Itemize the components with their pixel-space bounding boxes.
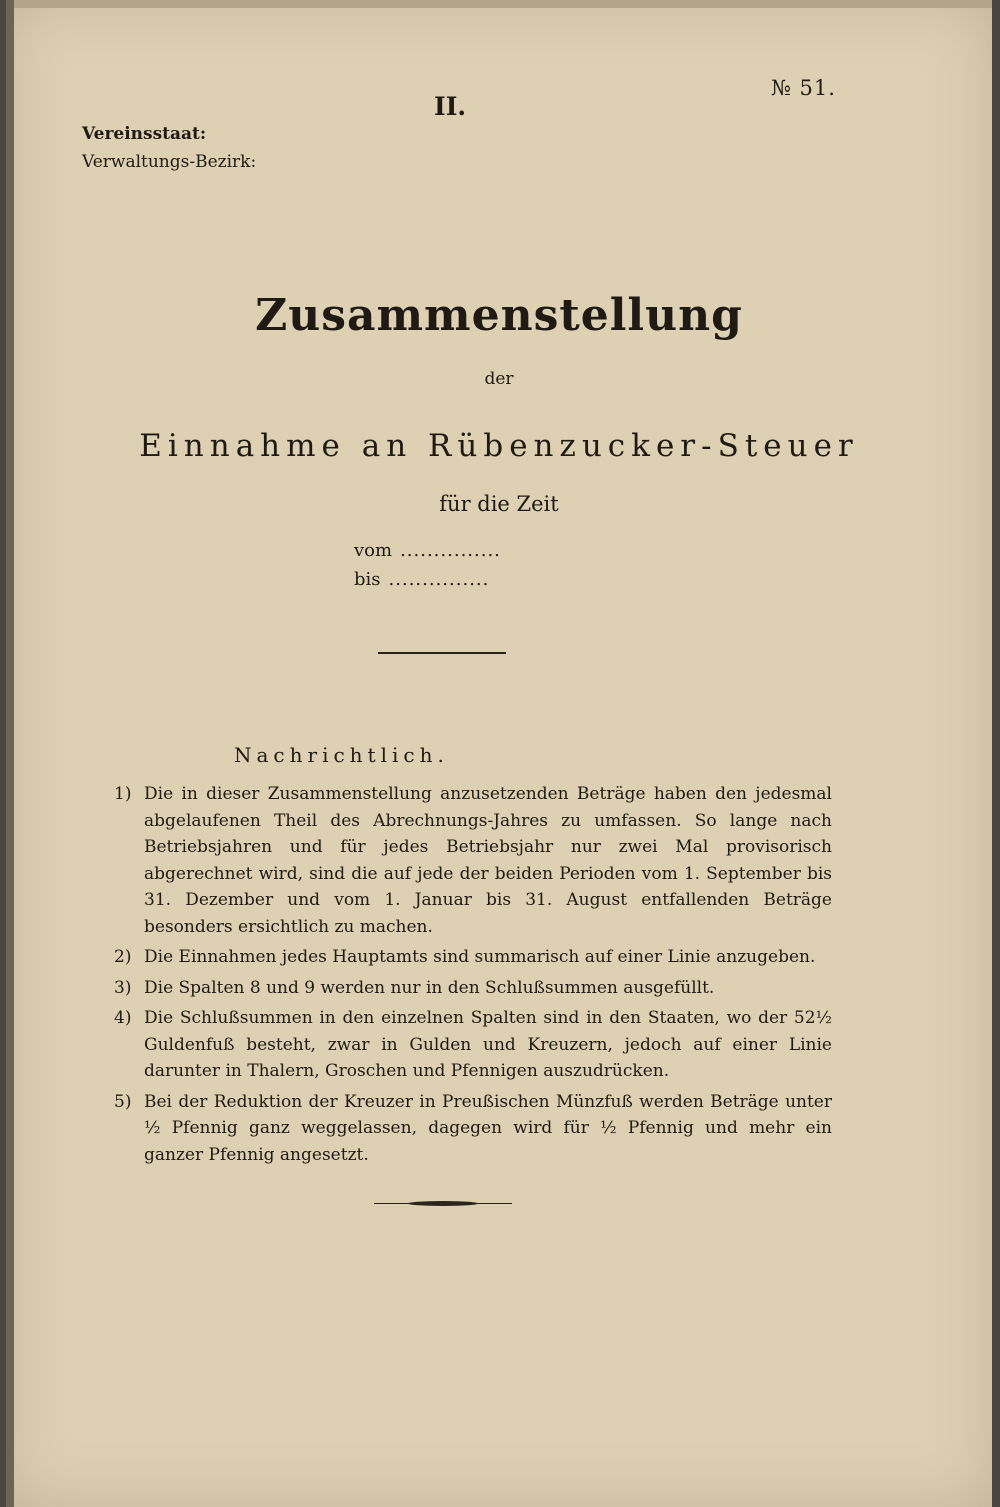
note-text: Die in dieser Zusammenstellung anzusetzenden Beträge haben den jedesmal abgelaufenen Theil des Abrechnungs-Jahres zu umfassen. So lange nach Betriebsjahren und für jedes Betriebsjahr nur zwei Mal provisorisch abgerechnet wird, sind die auf jede der beiden Perioden vom 1. September bis 31. Dezember und vom 1. Januar bis 31. August entfallenden Beträge besonders ersichtlich zu machen.	[144, 784, 832, 937]
note-item	[114, 944, 832, 971]
period-from	[354, 540, 501, 561]
period-to	[354, 569, 489, 590]
page-binding-shadow	[6, 0, 14, 1507]
period-from-blank: ...............	[400, 540, 501, 561]
state-label: Vereinsstaat:	[82, 124, 207, 144]
note-text: Die Schlußsummen in den einzelnen Spalten sind in den Staaten, wo der 52½ Guldenfuß besteht, zwar in Gulden und Kreuzern, jedoch auf einer Linie darunter in Thalern, Groschen und Pfennigen auszudrücken.	[144, 1008, 832, 1081]
note-number: 4)	[114, 1008, 132, 1028]
note-text: Die Einnahmen jedes Hauptamts sind summarisch auf einer Linie anzugeben.	[144, 947, 816, 967]
closing-ornament-rule	[374, 1201, 512, 1206]
note-item	[114, 1005, 832, 1085]
page-top-edge	[6, 0, 992, 8]
note-number: 2)	[114, 947, 132, 967]
note-number: 5)	[114, 1091, 132, 1112]
note-text: Bei der Reduktion der Kreuzer in Preußischen Münzfuß werden Beträge unter ½ Pfennig ganz weggelassen, dagegen wird für ½ Pfennig und mehr ein ganzer Pfennig angesetzt.	[144, 1091, 832, 1165]
form-number: № 51.	[771, 76, 836, 100]
note-text: Die Spalten 8 und 9 werden nur in den Schlußsummen ausgefüllt.	[144, 977, 715, 998]
notes-list	[114, 781, 832, 1172]
document-title: Zusammenstellung	[255, 290, 743, 341]
document-page	[6, 0, 992, 1507]
separator-rule	[378, 652, 506, 654]
note-item	[114, 1089, 832, 1169]
section-numeral: II.	[434, 92, 467, 121]
district-label: Verwaltungs-Bezirk:	[82, 152, 257, 172]
document-subtitle: Einnahme an Rübenzucker-Steuer	[139, 428, 859, 464]
notes-heading: Nachrichtlich.	[234, 743, 449, 767]
period-to-label: bis	[354, 569, 381, 590]
period-label: für die Zeit	[439, 492, 559, 516]
period-to-blank: ...............	[388, 569, 490, 590]
note-item	[114, 975, 832, 1002]
note-item	[114, 781, 832, 940]
title-article: der	[484, 369, 514, 389]
note-number: 1)	[114, 784, 132, 804]
note-number: 3)	[114, 977, 132, 998]
period-from-label: vom	[354, 540, 393, 561]
ornament-swell	[408, 1201, 478, 1206]
